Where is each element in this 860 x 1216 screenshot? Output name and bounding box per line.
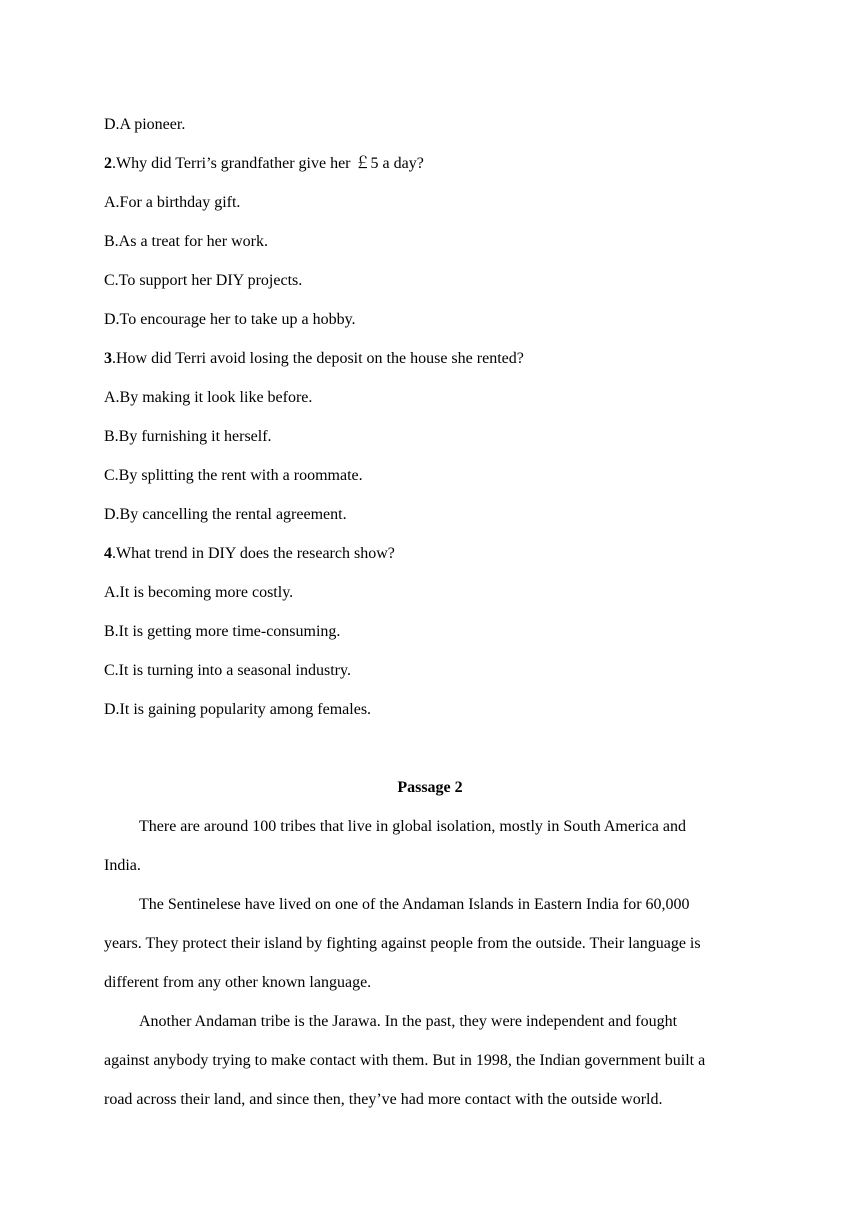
passage-line: Another Andaman tribe is the Jarawa. In the past, they were independent and fought [139, 1013, 678, 1030]
question-2 [104, 154, 424, 174]
q3-option-b: B.By furnishing it herself. [104, 428, 272, 445]
passage-title: Passage 2 [397, 779, 463, 796]
q3-option-c: C.By splitting the rent with a roommate. [104, 467, 363, 484]
passage-line: India. [104, 857, 141, 874]
q2-option-c: C.To support her DIY projects. [104, 272, 303, 289]
q4-option-c: C.It is turning into a seasonal industry. [104, 662, 351, 679]
passage-line: road across their land, and since then, they’ve had more contact with the outside world. [104, 1091, 663, 1108]
q1-option-d: D.A pioneer. [104, 116, 186, 133]
question-number: 3 [104, 350, 112, 367]
q4-option-a: A.It is becoming more costly. [104, 584, 294, 601]
q3-option-d: D.By cancelling the rental agreement. [104, 506, 347, 523]
question-number: 4 [104, 545, 112, 562]
q4-option-d: D.It is gaining popularity among females. [104, 701, 372, 718]
question-text: .How did Terri avoid losing the deposit on the house she rented? [112, 350, 524, 367]
question-4 [104, 544, 395, 564]
question-number: 2 [104, 155, 112, 172]
question-text: .What trend in DIY does the research show? [112, 545, 395, 562]
q4-option-b: B.It is getting more time-consuming. [104, 623, 341, 640]
question-3 [104, 349, 524, 369]
passage-line: different from any other known language. [104, 974, 372, 991]
passage-line: against anybody trying to make contact with them. But in 1998, the Indian government built a [104, 1052, 706, 1069]
passage-line: years. They protect their island by fighting against people from the outside. Their language is [104, 935, 701, 952]
q2-option-b: B.As a treat for her work. [104, 233, 268, 250]
q3-option-a: A.By making it look like before. [104, 389, 313, 406]
q2-option-d: D.To encourage her to take up a hobby. [104, 311, 356, 328]
passage-line: There are around 100 tribes that live in global isolation, mostly in South America and [139, 818, 686, 835]
q2-option-a: A.For a birthday gift. [104, 194, 241, 211]
question-text: .Why did Terri’s grandfather give her ￡5 a day? [112, 155, 424, 172]
passage-line: The Sentinelese have lived on one of the Andaman Islands in Eastern India for 60,000 [139, 896, 690, 913]
